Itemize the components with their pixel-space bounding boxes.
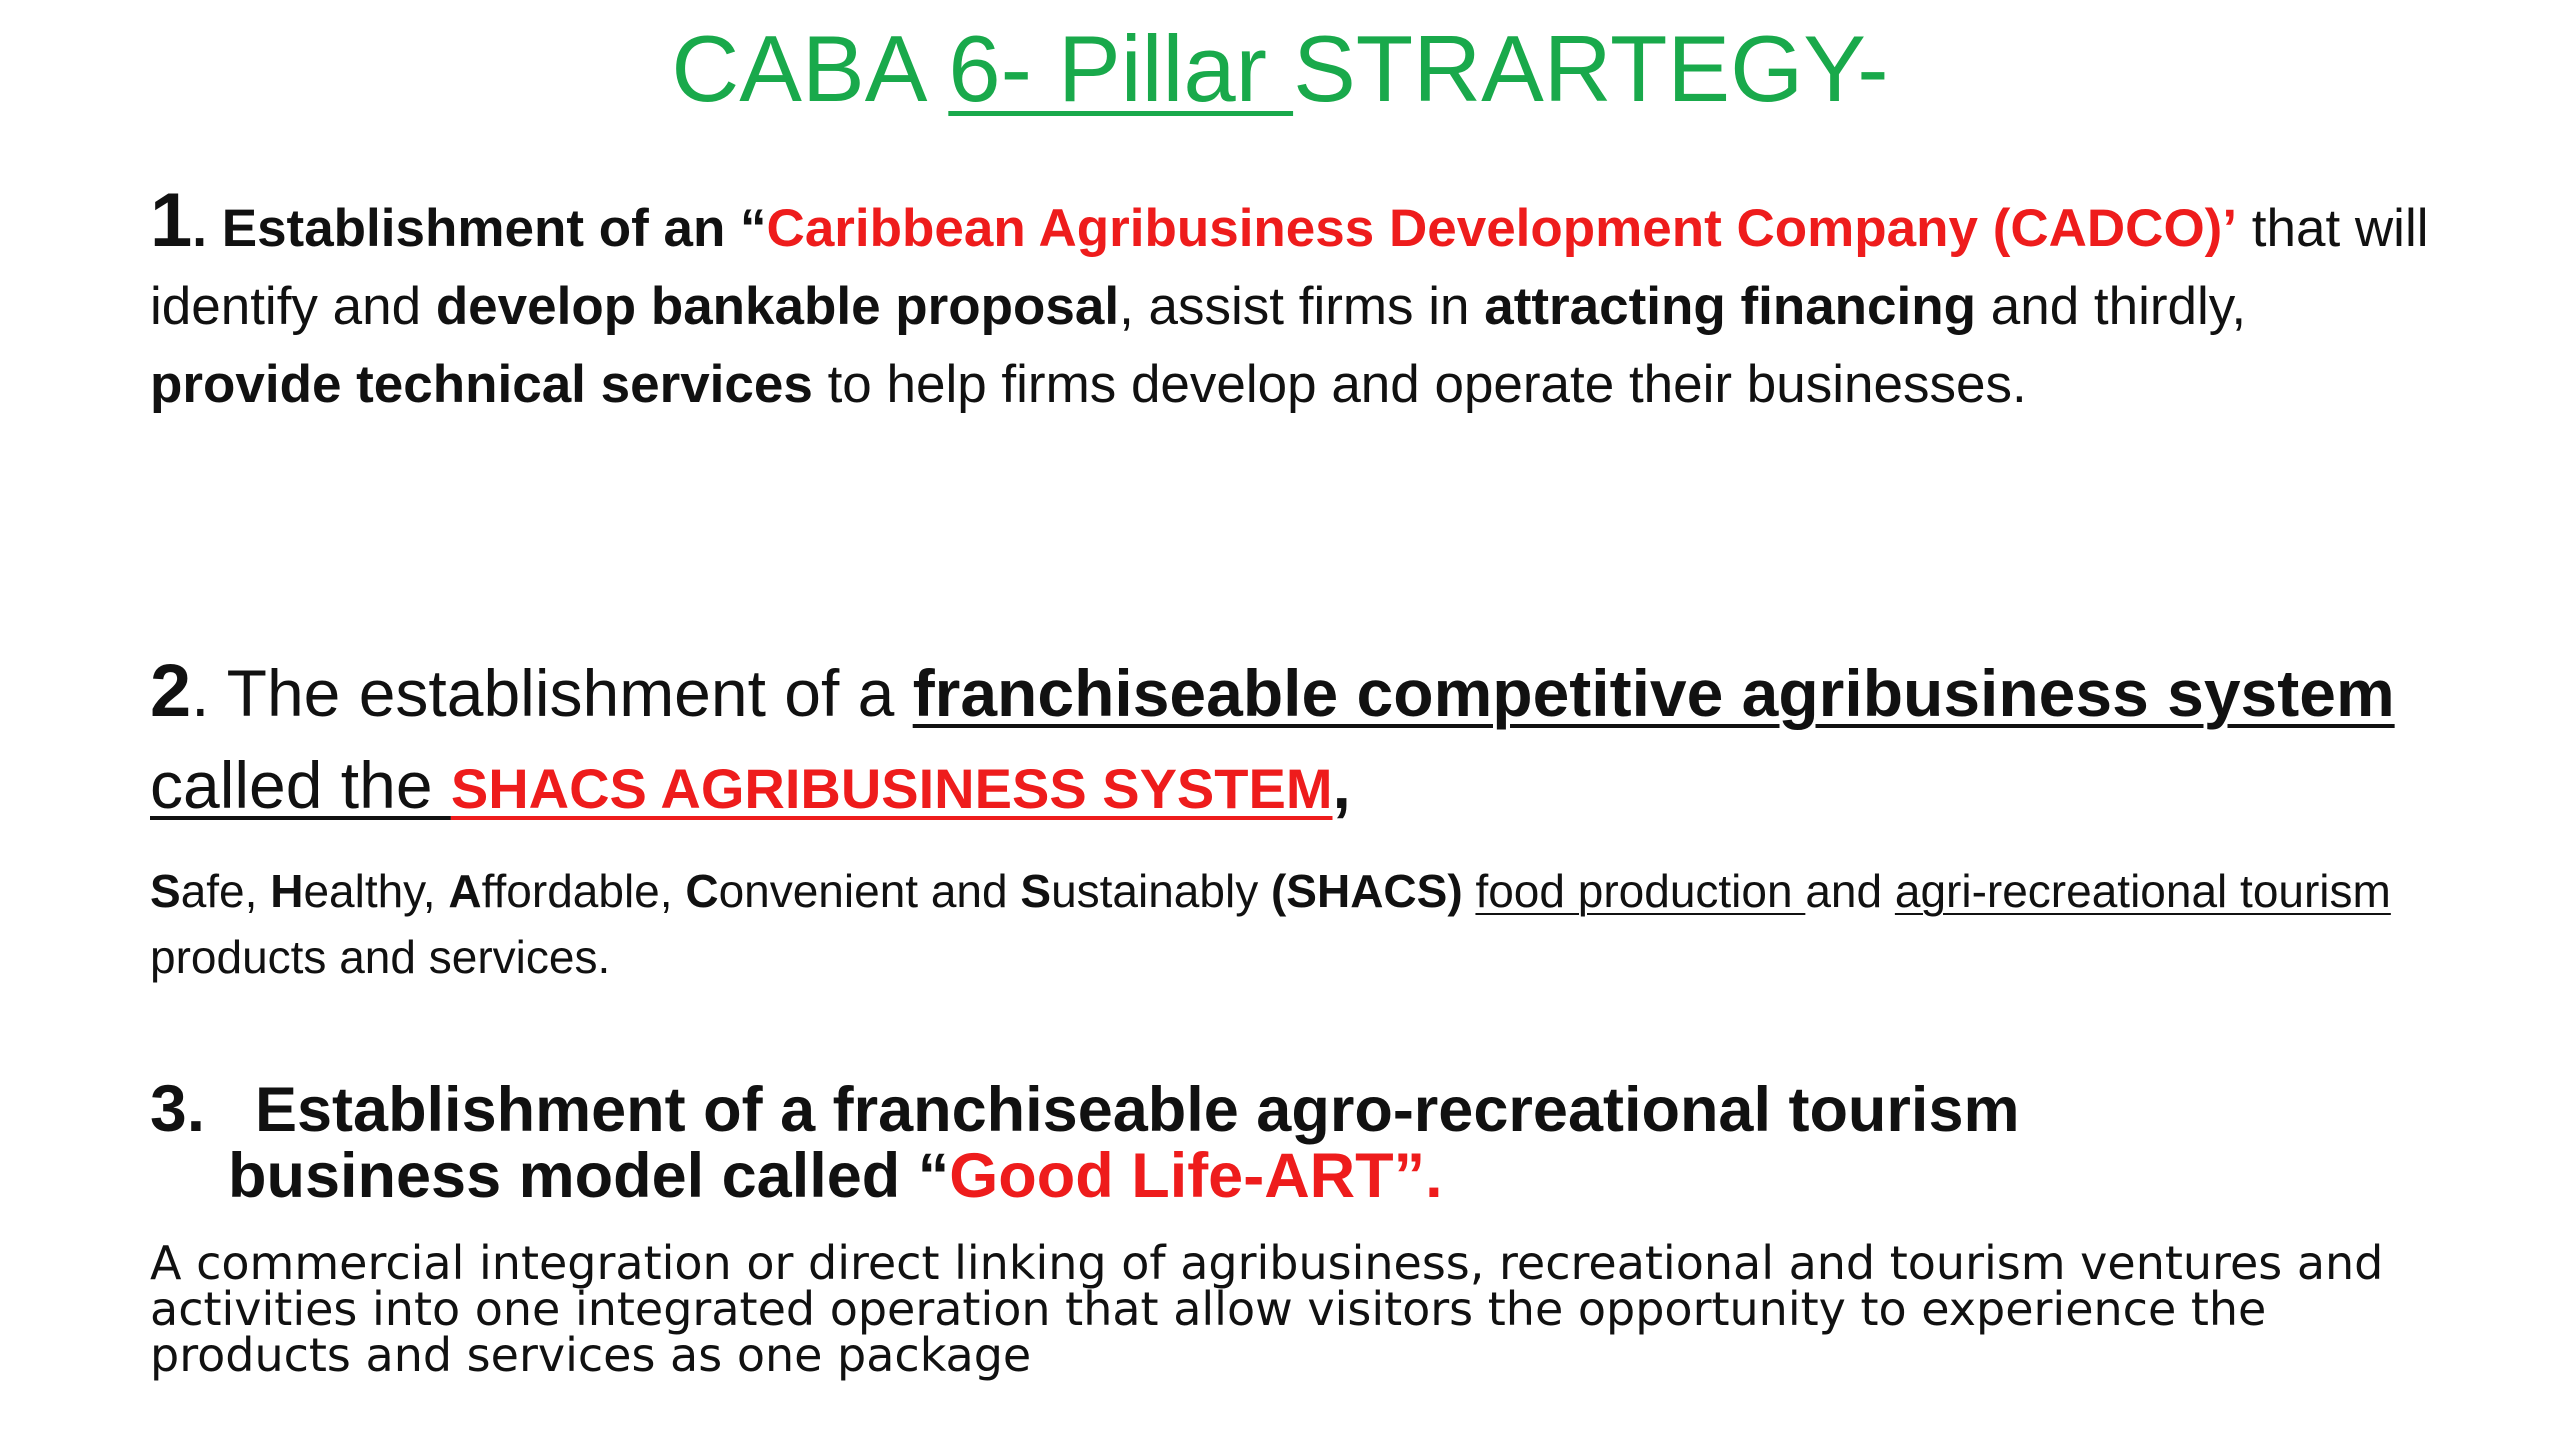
underlined-agri-tourism: agri-recreational tourism xyxy=(1894,865,2391,917)
initial-s: S xyxy=(150,865,181,917)
initial-a: A xyxy=(448,865,482,917)
pillar-1-bold-3: provide technical services xyxy=(150,355,813,414)
pillar-2-shacs-name: SHACS AGRIBUSINESS SYSTEM xyxy=(450,757,1333,820)
pillar-3-description: A commercial integration or direct linking of agribusiness, recreational and tourism ventures and activities into one integrated operation that allow visitors the opportunity to experience the products and services as one package xyxy=(150,1236,2384,1382)
pillar-1-paragraph xyxy=(150,178,2440,424)
pillar-3-good-life-art: Good Life-ART”. xyxy=(949,1141,1443,1211)
pillar-2-underlined-system: franchiseable competitive agribusiness system xyxy=(912,656,2395,730)
pillar-1-text-1: that will identify and xyxy=(150,199,2429,336)
initial-h: H xyxy=(270,865,304,917)
pillar-1-bold-1: develop bankable proposal xyxy=(435,277,1120,336)
word-convenient: onvenient and xyxy=(718,865,1021,917)
title-part-pillar: 6- Pillar xyxy=(948,16,1294,121)
pillar-1-text-3: and thirdly, xyxy=(1976,277,2247,336)
pillar-1-text-4: to help firms develop and operate their businesses. xyxy=(812,355,2027,414)
word-affordable: ffordable, xyxy=(481,865,686,917)
pillar-3-line-1 xyxy=(150,1071,2440,1145)
pillar-1-dot: . xyxy=(192,199,222,258)
description-end: products and services. xyxy=(150,931,611,983)
pillar-3-line-2-text: business model called “ xyxy=(228,1141,950,1211)
pillar-1-text-2: , assist firms in xyxy=(1119,277,1485,336)
pillar-1-bold-2: attracting financing xyxy=(1484,277,1977,336)
word-safe: afe, xyxy=(180,865,271,917)
pillar-2-text-2: called the xyxy=(150,748,451,822)
word-and: and xyxy=(1805,865,1895,917)
pillar-2-number: 2 xyxy=(150,649,192,732)
pillar-2-comma: , xyxy=(1332,748,1351,822)
pillar-1-lead: Establishment of an “ xyxy=(221,199,767,258)
pillar-3-line-1-text: Establishment of a franchiseable agro-recreational tourism xyxy=(255,1075,2020,1145)
initial-c: C xyxy=(685,865,719,917)
title-part-caba: CABA xyxy=(671,16,949,121)
underlined-food-production: food production xyxy=(1475,865,1806,917)
pillar-2-description xyxy=(150,858,2440,990)
pillar-1-company-name: Caribbean Agribusiness Development Company (CADCO)’ xyxy=(766,199,2238,258)
slide-title xyxy=(0,14,2560,124)
pillar-2-heading xyxy=(150,645,2440,835)
pillar-3-number: 3. xyxy=(150,1071,206,1145)
pillar-1-number: 1 xyxy=(150,178,193,263)
acronym-shacs: (SHACS) xyxy=(1270,865,1463,917)
pillar-3-heading xyxy=(150,1071,2440,1211)
word-healthy: ealthy, xyxy=(303,865,449,917)
word-sustainably: ustainably xyxy=(1051,865,1271,917)
spacer xyxy=(1463,865,1476,917)
pillar-2-text-1: . The establishment of a xyxy=(191,656,913,730)
title-part-strategy: STRARTEGY- xyxy=(1293,16,1889,121)
pillar-3-line-2 xyxy=(150,1143,2440,1209)
initial-s2: S xyxy=(1020,865,1052,917)
